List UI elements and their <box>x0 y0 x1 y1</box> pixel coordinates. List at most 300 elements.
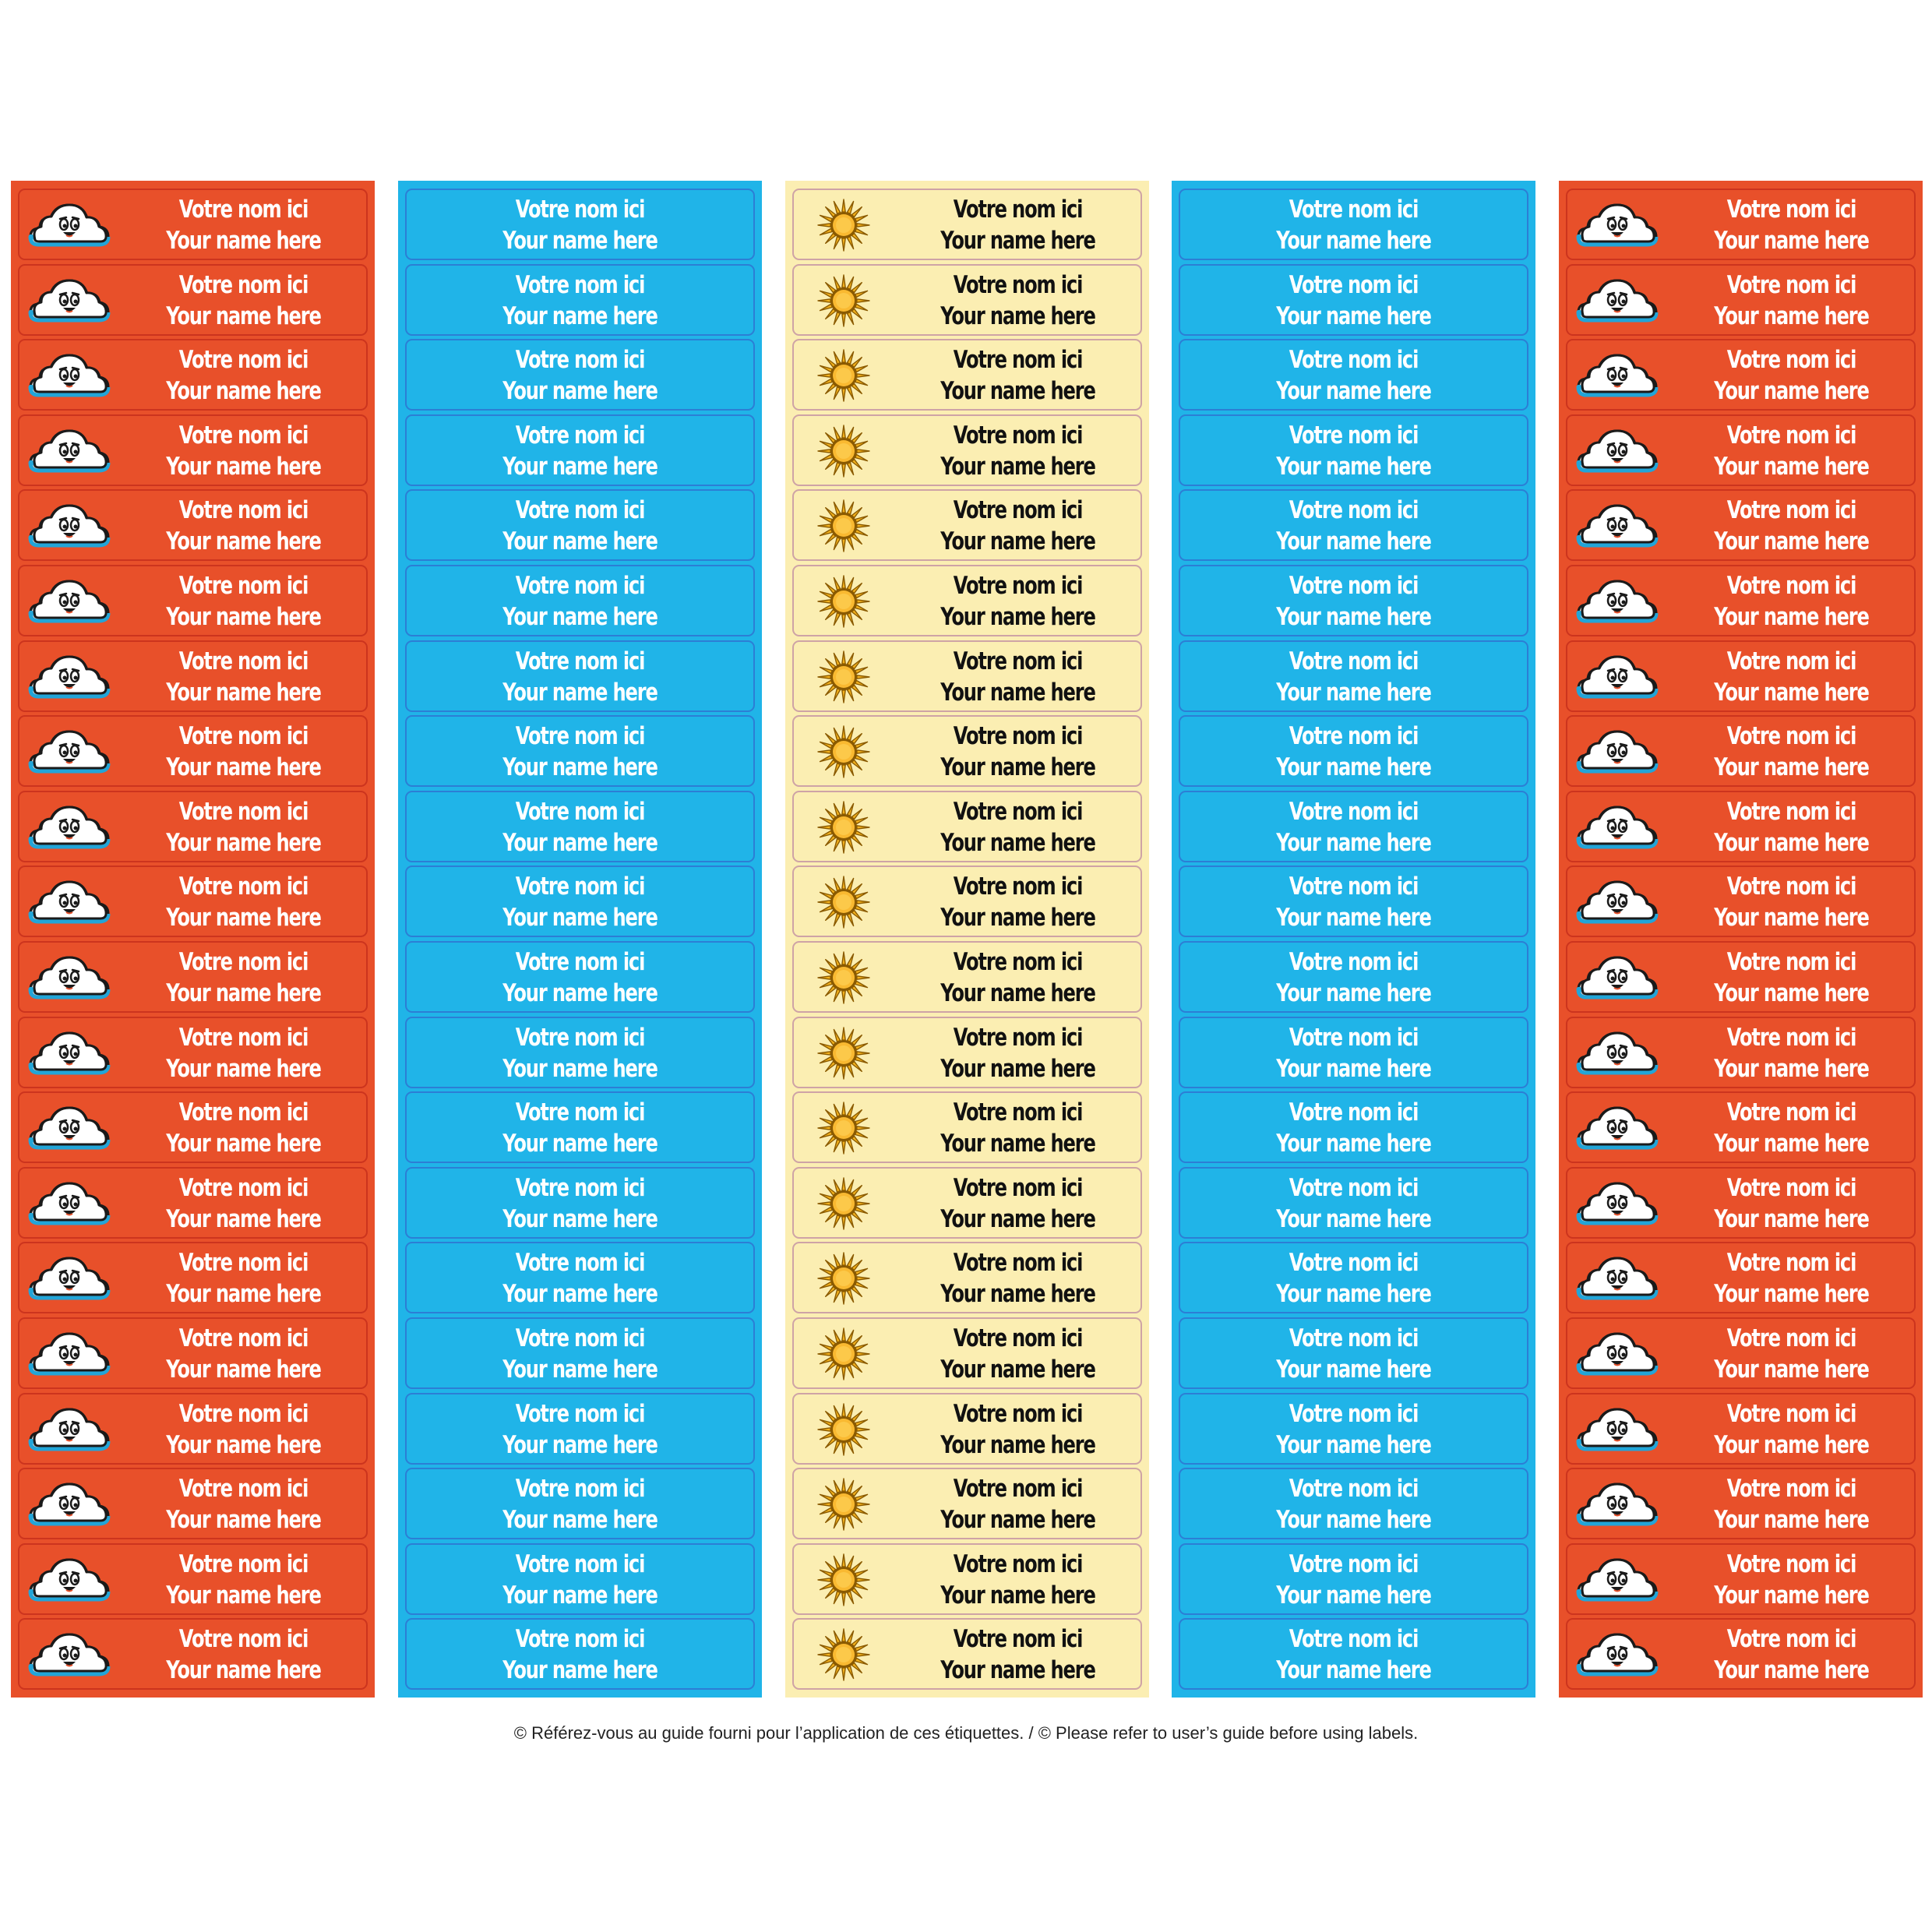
label-text <box>148 1473 340 1535</box>
name-label <box>405 1543 755 1615</box>
label-text-french: Votre nom ici <box>1726 572 1856 600</box>
label-text-english: Your name here <box>940 1581 1095 1609</box>
cloud-face-icon <box>1575 873 1659 931</box>
label-text-english: Your name here <box>502 678 658 707</box>
label-text-french: Votre nom ici <box>1726 1399 1856 1428</box>
label-text-french: Votre nom ici <box>515 1324 645 1352</box>
label-text-english: Your name here <box>940 1430 1095 1459</box>
label-text-english: Your name here <box>166 828 321 857</box>
label-text <box>1696 270 1888 332</box>
label-text <box>922 1398 1114 1461</box>
label-text-english: Your name here <box>940 753 1095 782</box>
label-text-english: Your name here <box>940 979 1095 1007</box>
label-text-english: Your name here <box>1714 603 1869 631</box>
footer-note: © Référez-vous au guide fourni pour l’application de ces étiquettes. / © Please refer to user’s guide before using labels. <box>513 1723 1419 1743</box>
cloud-face-icon <box>27 497 111 555</box>
cloud-face-icon <box>27 1175 111 1232</box>
label-text-english: Your name here <box>1714 678 1869 707</box>
name-label <box>1179 489 1528 561</box>
label-text-english: Your name here <box>940 1204 1095 1233</box>
sun-icon <box>802 648 886 706</box>
label-text-english: Your name here <box>502 753 658 782</box>
label-text <box>148 420 340 482</box>
sun-icon <box>802 1175 886 1232</box>
label-text-french: Votre nom ici <box>178 948 308 976</box>
name-label <box>1179 1091 1528 1163</box>
label-text <box>148 344 340 407</box>
name-label <box>792 565 1142 636</box>
cloud-face-icon <box>27 1325 111 1383</box>
label-text-french: Votre nom ici <box>178 647 308 675</box>
label-text <box>922 1323 1114 1385</box>
sun-icon <box>802 873 886 931</box>
cloud-face-icon <box>27 347 111 404</box>
name-label <box>792 1543 1142 1615</box>
label-text-french: Votre nom ici <box>178 1249 308 1278</box>
label-text-french: Votre nom ici <box>953 1098 1083 1127</box>
label-text-english: Your name here <box>166 1280 321 1309</box>
label-text-english: Your name here <box>940 1656 1095 1685</box>
cloud-face-icon <box>27 1626 111 1683</box>
label-text-french: Votre nom ici <box>1289 1098 1419 1127</box>
cloud-face-icon <box>27 873 111 931</box>
name-label <box>792 715 1142 787</box>
name-label <box>405 565 755 636</box>
name-label <box>792 489 1142 561</box>
label-text-french: Votre nom ici <box>953 1023 1083 1052</box>
label-text <box>1696 1624 1888 1686</box>
label-text <box>1696 1398 1888 1461</box>
name-label <box>792 1618 1142 1690</box>
name-label <box>1566 489 1916 561</box>
label-text <box>1218 1247 1489 1310</box>
label-text-english: Your name here <box>166 377 321 406</box>
name-label <box>1566 1468 1916 1539</box>
label-text-english: Your name here <box>940 904 1095 933</box>
label-text <box>148 1097 340 1159</box>
label-text-english: Your name here <box>502 227 658 255</box>
name-label <box>1179 941 1528 1013</box>
label-text-french: Votre nom ici <box>515 1549 645 1578</box>
label-text-french: Votre nom ici <box>515 797 645 826</box>
label-text-french: Votre nom ici <box>1289 421 1419 450</box>
label-text <box>1696 871 1888 933</box>
label-text-french: Votre nom ici <box>953 1173 1083 1202</box>
label-text-french: Votre nom ici <box>178 1023 308 1052</box>
label-text-french: Votre nom ici <box>1726 421 1856 450</box>
name-label <box>405 189 755 260</box>
label-text <box>1218 1172 1489 1235</box>
label-text-english: Your name here <box>940 1506 1095 1535</box>
label-text-french: Votre nom ici <box>515 572 645 600</box>
label-text <box>1696 646 1888 708</box>
sun-icon <box>802 1250 886 1307</box>
label-text <box>148 871 340 933</box>
label-text-english: Your name here <box>1276 1204 1431 1233</box>
label-text <box>1218 570 1489 633</box>
label-text <box>1218 270 1489 332</box>
label-text-english: Your name here <box>940 377 1095 406</box>
name-label <box>405 1242 755 1313</box>
label-text-english: Your name here <box>1714 1054 1869 1083</box>
label-text-english: Your name here <box>166 904 321 933</box>
label-text <box>1218 721 1489 783</box>
label-text <box>148 270 340 332</box>
label-text-english: Your name here <box>1714 301 1869 330</box>
name-label <box>792 1017 1142 1088</box>
name-label <box>1179 1618 1528 1690</box>
sun-icon <box>802 1475 886 1533</box>
cloud-face-icon <box>1575 648 1659 706</box>
cloud-face-icon <box>1575 422 1659 480</box>
label-text <box>148 646 340 708</box>
name-label <box>18 1167 368 1239</box>
label-text-french: Votre nom ici <box>515 1173 645 1202</box>
label-text <box>445 1022 715 1084</box>
label-text-french: Votre nom ici <box>953 873 1083 901</box>
name-label <box>1566 1618 1916 1690</box>
cloud-face-icon <box>1575 799 1659 856</box>
name-label <box>1179 1017 1528 1088</box>
label-text-french: Votre nom ici <box>178 1399 308 1428</box>
cloud-face-icon <box>27 648 111 706</box>
label-text-french: Votre nom ici <box>953 1475 1083 1504</box>
label-text-french: Votre nom ici <box>178 496 308 525</box>
cloud-face-icon <box>27 1024 111 1082</box>
label-text-french: Votre nom ici <box>1726 948 1856 976</box>
label-text-english: Your name here <box>166 603 321 631</box>
label-text-english: Your name here <box>1276 301 1431 330</box>
label-text <box>445 1323 715 1385</box>
label-text-english: Your name here <box>166 678 321 707</box>
label-text <box>1696 1473 1888 1535</box>
label-text <box>1218 1473 1489 1535</box>
label-text <box>1218 420 1489 482</box>
label-text <box>922 420 1114 482</box>
label-text-english: Your name here <box>1276 828 1431 857</box>
label-text-english: Your name here <box>166 1356 321 1384</box>
label-text <box>922 270 1114 332</box>
label-text-french: Votre nom ici <box>515 270 645 299</box>
label-text-english: Your name here <box>940 1054 1095 1083</box>
name-label <box>405 1317 755 1389</box>
cloud-face-icon <box>1575 1325 1659 1383</box>
label-text-french: Votre nom ici <box>1289 1475 1419 1504</box>
label-text <box>922 1172 1114 1235</box>
label-text <box>445 1398 715 1461</box>
label-text <box>1696 570 1888 633</box>
label-text-english: Your name here <box>1714 527 1869 556</box>
name-label <box>405 1091 755 1163</box>
label-text <box>922 1473 1114 1535</box>
label-text <box>1696 1172 1888 1235</box>
cloud-face-icon <box>27 723 111 781</box>
label-text-english: Your name here <box>502 1356 658 1384</box>
name-label <box>792 640 1142 712</box>
label-text <box>922 646 1114 708</box>
label-text-french: Votre nom ici <box>1289 797 1419 826</box>
label-text-english: Your name here <box>1714 1356 1869 1384</box>
label-text-english: Your name here <box>502 452 658 481</box>
name-label <box>18 489 368 561</box>
cloud-face-icon <box>27 1551 111 1609</box>
name-label <box>792 1167 1142 1239</box>
sun-icon <box>802 1626 886 1683</box>
label-text <box>1696 344 1888 407</box>
name-label <box>18 866 368 937</box>
label-text <box>1218 194 1489 256</box>
name-label <box>18 715 368 787</box>
label-text-english: Your name here <box>940 1130 1095 1158</box>
name-label <box>1179 1167 1528 1239</box>
cloud-face-icon <box>1575 1401 1659 1458</box>
name-label <box>1566 866 1916 937</box>
name-label <box>1566 339 1916 411</box>
label-text-english: Your name here <box>166 527 321 556</box>
label-text-french: Votre nom ici <box>953 797 1083 826</box>
label-text-french: Votre nom ici <box>178 270 308 299</box>
cloud-face-icon <box>1575 272 1659 330</box>
label-text-english: Your name here <box>502 527 658 556</box>
label-text <box>1218 871 1489 933</box>
label-text <box>148 1247 340 1310</box>
label-text-english: Your name here <box>502 1280 658 1309</box>
sun-icon <box>802 723 886 781</box>
cloud-face-icon <box>1575 347 1659 404</box>
label-text-french: Votre nom ici <box>178 1549 308 1578</box>
name-label <box>18 1017 368 1088</box>
name-label <box>1179 640 1528 712</box>
label-text-english: Your name here <box>940 227 1095 255</box>
name-label <box>1179 715 1528 787</box>
cloud-face-icon <box>1575 196 1659 254</box>
name-label <box>1566 1317 1916 1389</box>
name-label <box>1179 1543 1528 1615</box>
label-text-english: Your name here <box>166 452 321 481</box>
label-text <box>1696 495 1888 557</box>
name-label <box>792 414 1142 486</box>
name-label <box>1179 414 1528 486</box>
label-strip-red <box>11 181 375 1698</box>
label-text-french: Votre nom ici <box>1289 1399 1419 1428</box>
label-text-french: Votre nom ici <box>1726 1324 1856 1352</box>
cloud-face-icon <box>27 949 111 1007</box>
label-text <box>445 1247 715 1310</box>
label-text-french: Votre nom ici <box>178 421 308 450</box>
cloud-face-icon <box>27 1099 111 1157</box>
name-label <box>405 791 755 862</box>
label-text-french: Votre nom ici <box>1289 270 1419 299</box>
label-text-french: Votre nom ici <box>953 196 1083 224</box>
name-label <box>792 1242 1142 1313</box>
label-text-french: Votre nom ici <box>1289 346 1419 375</box>
label-text <box>445 871 715 933</box>
label-text-french: Votre nom ici <box>1726 1023 1856 1052</box>
name-label <box>792 1091 1142 1163</box>
label-text-french: Votre nom ici <box>953 1549 1083 1578</box>
name-label <box>18 1317 368 1389</box>
label-text <box>148 495 340 557</box>
label-text-french: Votre nom ici <box>953 572 1083 600</box>
label-text-english: Your name here <box>166 1204 321 1233</box>
label-text <box>1696 420 1888 482</box>
cloud-face-icon <box>1575 723 1659 781</box>
label-strip-blue <box>398 181 762 1698</box>
label-text-english: Your name here <box>1714 979 1869 1007</box>
label-text <box>1218 1624 1489 1686</box>
label-text-french: Votre nom ici <box>515 647 645 675</box>
label-text-english: Your name here <box>940 603 1095 631</box>
label-text-english: Your name here <box>940 452 1095 481</box>
label-text-french: Votre nom ici <box>1726 1173 1856 1202</box>
name-label <box>18 1543 368 1615</box>
label-text-french: Votre nom ici <box>1726 722 1856 751</box>
label-text-french: Votre nom ici <box>1289 647 1419 675</box>
label-strip-yellow <box>785 181 1149 1698</box>
label-text-french: Votre nom ici <box>1726 647 1856 675</box>
label-text-english: Your name here <box>166 1581 321 1609</box>
label-text-english: Your name here <box>1714 1430 1869 1459</box>
label-text-english: Your name here <box>502 1130 658 1158</box>
cloud-face-icon <box>27 573 111 630</box>
label-text-english: Your name here <box>1276 1054 1431 1083</box>
label-text-french: Votre nom ici <box>178 1625 308 1654</box>
label-text-french: Votre nom ici <box>1726 1249 1856 1278</box>
name-label <box>792 791 1142 862</box>
label-text-english: Your name here <box>166 1430 321 1459</box>
cloud-face-icon <box>1575 1024 1659 1082</box>
label-text-french: Votre nom ici <box>178 722 308 751</box>
cloud-face-icon <box>27 1475 111 1533</box>
label-text-english: Your name here <box>940 301 1095 330</box>
label-text-french: Votre nom ici <box>1726 270 1856 299</box>
sun-icon <box>802 347 886 404</box>
name-label <box>1566 1393 1916 1465</box>
label-text-english: Your name here <box>940 527 1095 556</box>
name-label <box>1179 1317 1528 1389</box>
name-label <box>405 1393 755 1465</box>
name-label <box>18 565 368 636</box>
label-text-french: Votre nom ici <box>1726 1475 1856 1504</box>
label-text-english: Your name here <box>1714 1130 1869 1158</box>
sun-icon <box>802 1099 886 1157</box>
label-text-english: Your name here <box>502 1581 658 1609</box>
sun-icon <box>802 1325 886 1383</box>
label-text <box>1696 1549 1888 1611</box>
name-label <box>1179 565 1528 636</box>
name-label <box>18 941 368 1013</box>
label-text-french: Votre nom ici <box>953 1249 1083 1278</box>
label-text <box>445 270 715 332</box>
name-label <box>405 640 755 712</box>
name-label <box>792 189 1142 260</box>
label-text <box>148 796 340 858</box>
cloud-face-icon <box>27 1250 111 1307</box>
label-text-english: Your name here <box>940 1280 1095 1309</box>
name-label <box>1566 791 1916 862</box>
label-text <box>148 1022 340 1084</box>
label-text-english: Your name here <box>1276 1356 1431 1384</box>
name-label <box>792 941 1142 1013</box>
name-label <box>1179 866 1528 937</box>
name-label <box>792 1468 1142 1539</box>
label-text-english: Your name here <box>1276 904 1431 933</box>
label-text-english: Your name here <box>1276 1506 1431 1535</box>
label-text <box>445 947 715 1009</box>
label-text <box>445 1624 715 1686</box>
label-text <box>1218 947 1489 1009</box>
name-label <box>1566 264 1916 336</box>
cloud-face-icon <box>1575 1551 1659 1609</box>
label-text-french: Votre nom ici <box>1726 196 1856 224</box>
label-text-english: Your name here <box>940 678 1095 707</box>
label-text-english: Your name here <box>1276 1656 1431 1685</box>
label-text-english: Your name here <box>1714 1656 1869 1685</box>
label-text-english: Your name here <box>166 301 321 330</box>
label-text <box>922 1022 1114 1084</box>
label-text-english: Your name here <box>1276 753 1431 782</box>
label-text-english: Your name here <box>1276 678 1431 707</box>
sun-icon <box>802 272 886 330</box>
cloud-face-icon <box>1575 1099 1659 1157</box>
label-text-english: Your name here <box>502 301 658 330</box>
label-text-french: Votre nom ici <box>515 421 645 450</box>
sun-icon <box>802 799 886 856</box>
cloud-face-icon <box>27 799 111 856</box>
label-text-english: Your name here <box>502 1204 658 1233</box>
label-text <box>148 721 340 783</box>
label-text-english: Your name here <box>1276 979 1431 1007</box>
cloud-face-icon <box>1575 497 1659 555</box>
label-text-english: Your name here <box>166 1130 321 1158</box>
label-text <box>922 344 1114 407</box>
name-label <box>1566 1242 1916 1313</box>
label-text <box>922 1624 1114 1686</box>
cloud-face-icon <box>27 196 111 254</box>
label-text <box>148 1624 340 1686</box>
label-text <box>1218 646 1489 708</box>
label-text-english: Your name here <box>166 753 321 782</box>
label-text-english: Your name here <box>502 1506 658 1535</box>
label-text-english: Your name here <box>1276 377 1431 406</box>
label-text-french: Votre nom ici <box>515 1023 645 1052</box>
label-text-english: Your name here <box>1714 377 1869 406</box>
name-label <box>792 1393 1142 1465</box>
label-text <box>148 1549 340 1611</box>
label-strip-blue <box>1172 181 1535 1698</box>
cloud-face-icon <box>1575 1475 1659 1533</box>
label-text-french: Votre nom ici <box>953 722 1083 751</box>
label-text-french: Votre nom ici <box>178 1475 308 1504</box>
cloud-face-icon <box>27 422 111 480</box>
label-text-french: Votre nom ici <box>178 797 308 826</box>
label-text-french: Votre nom ici <box>1289 948 1419 976</box>
label-text-english: Your name here <box>502 1054 658 1083</box>
name-label <box>1566 565 1916 636</box>
label-text <box>1696 1022 1888 1084</box>
name-label <box>1566 715 1916 787</box>
label-text-english: Your name here <box>1714 1280 1869 1309</box>
name-label <box>18 339 368 411</box>
label-text-french: Votre nom ici <box>1289 196 1419 224</box>
name-label <box>405 264 755 336</box>
cloud-face-icon <box>1575 1626 1659 1683</box>
label-text-french: Votre nom ici <box>953 270 1083 299</box>
name-label <box>405 414 755 486</box>
label-text-english: Your name here <box>502 603 658 631</box>
label-text <box>922 947 1114 1009</box>
name-label <box>1566 1091 1916 1163</box>
